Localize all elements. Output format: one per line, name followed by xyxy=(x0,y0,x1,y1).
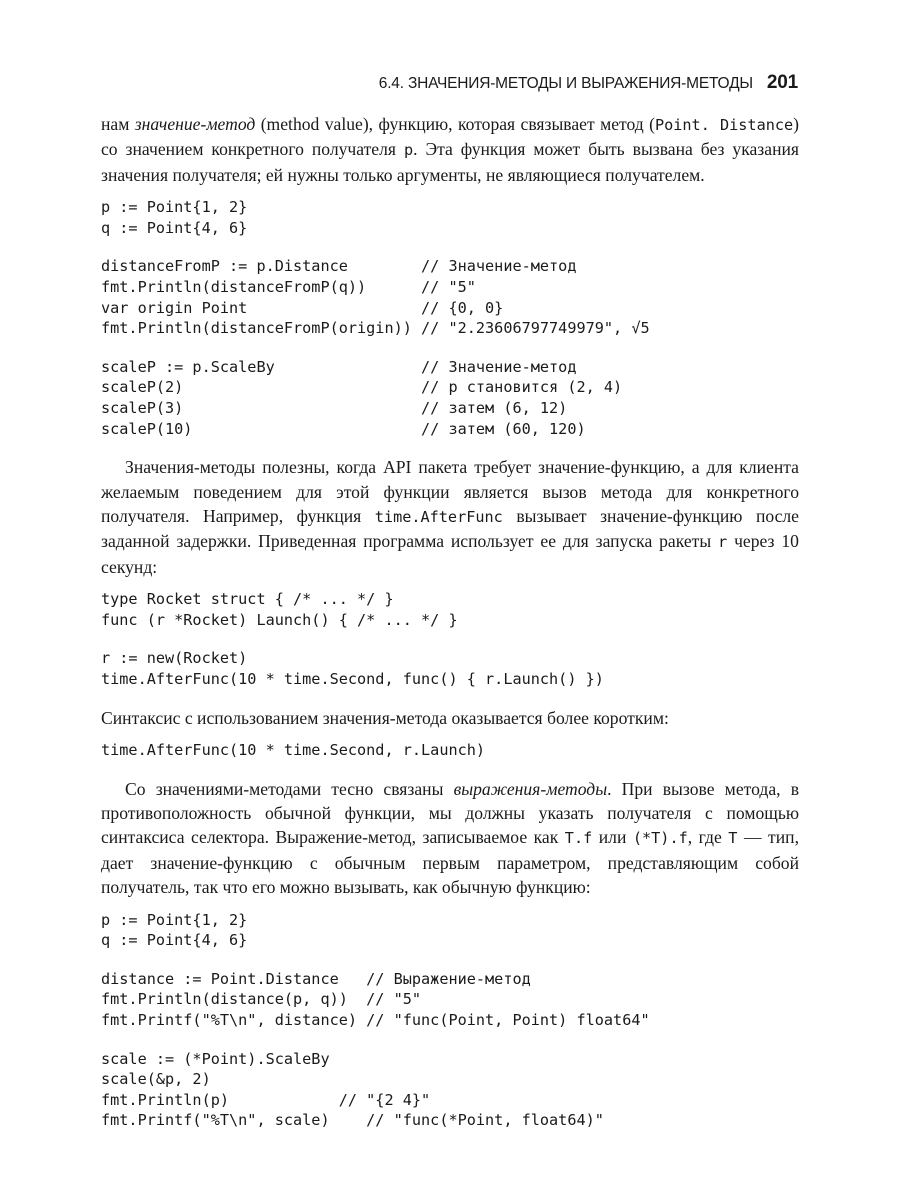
text: Со значениями-методами тесно связаны xyxy=(125,778,454,799)
code-line: scaleP(10) // затем (60, 120) xyxy=(101,419,586,438)
inline-code: T.f xyxy=(564,829,593,848)
term-method-expressions: выражения-методы xyxy=(453,778,608,799)
code-listing-4 xyxy=(101,910,799,1131)
code-listing-1 xyxy=(101,197,799,439)
paragraph-method-value xyxy=(101,112,799,187)
text: (method value), функцию, которая связывает метод ( xyxy=(255,114,655,134)
text: , где xyxy=(687,827,729,848)
code-listing-3 xyxy=(101,740,799,761)
text: — тип, дает значение-функцию с обычным первым параметром, представляющим собой получатель, так что его можно вызывать, как обычную функцию: xyxy=(101,827,799,898)
code-line: fmt.Println(distance(p, q)) // "5" xyxy=(101,990,422,1009)
code-line: scaleP := p.ScaleBy // Значение-метод xyxy=(101,357,577,376)
code-line: scale(&p, 2) xyxy=(101,1070,211,1089)
inline-code: (*T).f xyxy=(632,829,688,848)
text: ) со значением конкретного получателя xyxy=(101,114,800,160)
text: или xyxy=(592,827,633,848)
code-line: func (r *Rocket) Launch() { /* ... */ } xyxy=(101,610,458,629)
code-line: fmt.Printf("%T\n", scale) // "func(*Point, float64)" xyxy=(101,1111,604,1130)
code-line: fmt.Printf("%T\n", distance) // "func(Point, Point) float64" xyxy=(101,1010,650,1029)
paragraph-method-values-useful xyxy=(101,455,799,579)
code-line: scale := (*Point).ScaleBy xyxy=(101,1049,330,1068)
text: Синтаксис с использованием значения-метода оказывается более коротким: xyxy=(101,707,669,728)
text: . Эта функция может быть вызвана без указания значения получателя; ей нужны только аргументы, не являющиеся получателем. xyxy=(101,139,799,185)
section-title: 6.4. ЗНАЧЕНИЯ-МЕТОДЫ И ВЫРАЖЕНИЯ-МЕТОДЫ xyxy=(378,75,753,92)
code-line: p := Point{1, 2} xyxy=(101,198,248,217)
code-line: fmt.Println(p) // "{2 4}" xyxy=(101,1090,431,1109)
text: нам xyxy=(101,114,135,134)
inline-code: p xyxy=(403,141,414,160)
text: . При вызове метода, в противоположность обычной функции, мы должны указать получателя с помощью синтаксиса селектора. Выражение-метод, записываемое как xyxy=(101,778,799,848)
code-line: p := Point{1, 2} xyxy=(101,910,248,929)
code-line: scaleP(3) // затем (6, 12) xyxy=(101,398,568,417)
code-line: q := Point{4, 6} xyxy=(101,218,248,237)
code-line: fmt.Println(distanceFromP(origin)) // "2.23606797749979", √5 xyxy=(101,319,650,338)
code-line: q := Point{4, 6} xyxy=(101,931,248,950)
code-listing-2 xyxy=(101,589,799,689)
paragraph-method-expressions xyxy=(101,777,799,900)
code-line: time.AfterFunc(10 * time.Second, r.Launch) xyxy=(101,740,486,759)
code-line: time.AfterFunc(10 * time.Second, func() { r.Launch() }) xyxy=(101,669,604,688)
term-method-value: значение-метод xyxy=(134,114,256,134)
code-line: fmt.Println(distanceFromP(q)) // "5" xyxy=(101,278,476,296)
inline-code: Point. Distance xyxy=(654,116,794,134)
code-line: var origin Point // {0, 0} xyxy=(101,298,504,317)
code-line: r := new(Rocket) xyxy=(101,649,248,668)
text: вызывает значение-функцию после заданной задержки. Приведенная программа использует ее для запуска ракеты xyxy=(101,505,799,552)
code-line: distance := Point.Distance // Выражение-метод xyxy=(101,969,531,988)
inline-code: time.AfterFunc xyxy=(374,507,503,526)
text: через 10 секунд: xyxy=(101,531,799,577)
page-number: 201 xyxy=(766,72,798,93)
inline-code: T xyxy=(728,829,738,848)
code-line: distanceFromP := p.Distance // Значение-метод xyxy=(101,257,577,276)
code-line: scaleP(2) // p становится (2, 4) xyxy=(101,378,623,397)
running-header xyxy=(379,72,798,94)
text: Значения-методы полезны, когда API пакета требует значение-функцию, а для клиента желаемым поведением для этой функции является вызов метода для конкретного получателя. Например, функция xyxy=(101,457,799,526)
page-body xyxy=(101,112,799,1147)
code-line: type Rocket struct { /* ... */ } xyxy=(101,590,394,609)
paragraph-shorter-syntax xyxy=(101,706,799,730)
inline-code: r xyxy=(718,533,728,552)
